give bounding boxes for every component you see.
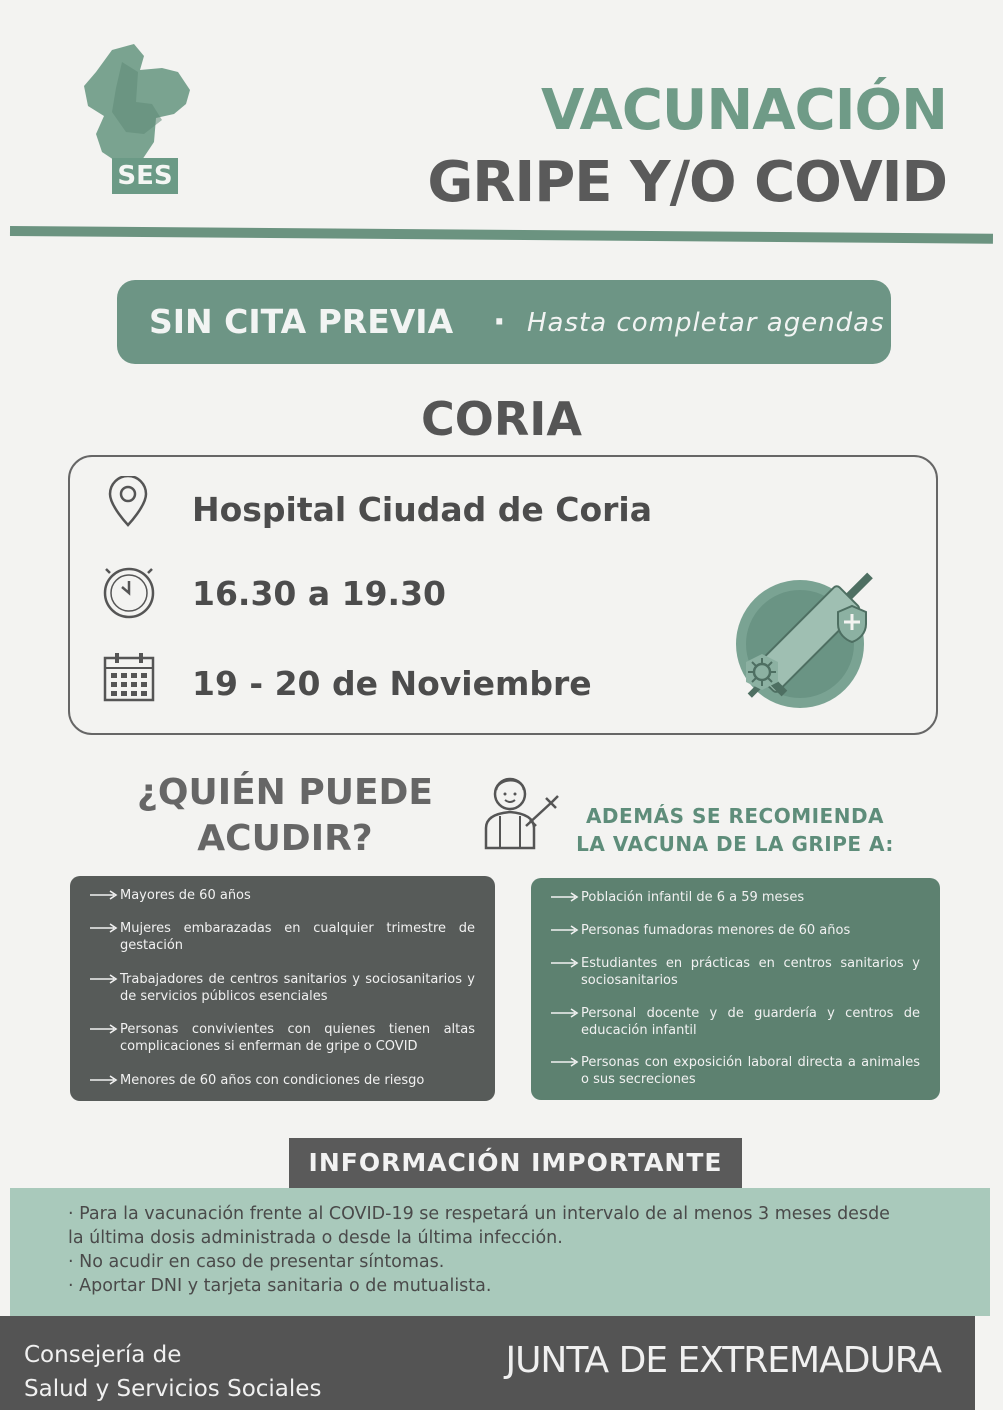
department-line-1: Consejería de xyxy=(24,1342,182,1368)
recommend-heading-line-2: LA VACUNA DE LA GRIPE A: xyxy=(576,832,894,856)
banner-main: SIN CITA PREVIA xyxy=(149,302,454,341)
department-line-2: Salud y Servicios Sociales xyxy=(24,1376,322,1402)
important-line-3: · No acudir en caso de presentar síntomas. xyxy=(68,1252,445,1272)
who-heading-line-2: ACUDIR? xyxy=(197,818,373,859)
important-heading: INFORMACIÓN IMPORTANTE xyxy=(289,1138,742,1188)
title-line-1: VACUNACIÓN xyxy=(540,78,947,143)
arrow-right-icon xyxy=(551,925,581,935)
arrow-right-icon xyxy=(90,923,120,933)
location-pin-icon xyxy=(104,476,152,528)
title-line-2: GRIPE Y/O COVID xyxy=(427,150,947,215)
arrow-right-icon xyxy=(90,974,120,984)
banner-sub: Hasta completar agendas xyxy=(527,308,885,338)
important-info-box xyxy=(10,1188,990,1316)
no-appointment-banner xyxy=(117,280,891,364)
arrow-right-icon xyxy=(551,1008,581,1018)
clock-icon xyxy=(102,565,156,619)
important-line-1: · Para la vacunación frente al COVID-19 se respetará un intervalo de al menos 3 meses desde xyxy=(68,1204,890,1224)
junta-logo-text: JUNTA DE EXTREMADURA xyxy=(505,1340,941,1381)
time-text: 16.30 a 19.30 xyxy=(192,574,447,613)
who-heading xyxy=(100,770,470,862)
banner-separator: · xyxy=(493,302,506,341)
recommend-heading-line-1: ADEMÁS SE RECOMIENDA xyxy=(585,804,885,828)
who-heading-line-1: ¿QUIÉN PUEDE xyxy=(136,772,434,813)
arrow-right-icon xyxy=(551,958,581,968)
important-line-4: · Aportar DNI y tarjeta sanitaria o de mutualista. xyxy=(68,1276,492,1296)
department xyxy=(24,1338,321,1406)
syringe-virus-illustration xyxy=(718,566,878,718)
city-title: CORIA xyxy=(421,392,582,446)
date-text: 19 - 20 de Noviembre xyxy=(192,664,592,703)
arrow-right-icon xyxy=(90,890,120,900)
person-vaccine-icon xyxy=(482,772,562,852)
important-line-2: la última dosis administrada o desde la última infección. xyxy=(68,1228,563,1248)
footer xyxy=(0,1316,975,1410)
arrow-right-icon xyxy=(551,892,581,902)
arrow-right-icon xyxy=(90,1024,120,1034)
title-divider xyxy=(10,226,993,244)
who-list-panel: Mayores de 60 años Mujeres embarazadas en cualquier trimestre de gestación Trabajadores de centros sanitarios y sociosanitarios y de servicios públicos esenciales Personas convivientes con quienes tienen altas complicaciones si enferman de gripe o COVID Menores de 60 años con condiciones de riesgo xyxy=(70,876,495,1101)
arrow-right-icon xyxy=(90,1075,120,1085)
logo-label: SES xyxy=(112,158,178,194)
recommend-heading xyxy=(560,802,910,858)
recommend-list-panel: Población infantil de 6 a 59 meses Personas fumadoras menores de 60 años Estudiantes en prácticas en centros sanitarios y sociosanitarios Personal docente y de guardería y centros de educación infantil Personas con exposición laboral directa a animales o sus secreciones xyxy=(531,878,940,1100)
arrow-right-icon xyxy=(551,1057,581,1067)
calendar-icon xyxy=(103,652,155,702)
place-text: Hospital Ciudad de Coria xyxy=(192,490,652,529)
